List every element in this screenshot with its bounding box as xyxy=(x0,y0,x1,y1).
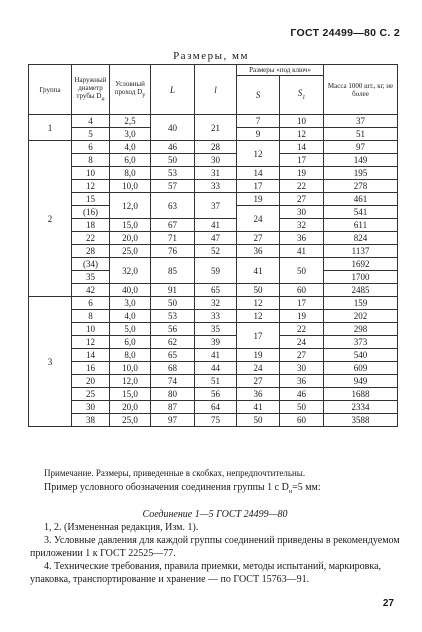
col-L: L xyxy=(151,65,195,115)
table-row: (34) 32,0 85 59 41 50 1692 xyxy=(29,258,398,271)
table-row: 14 8,0 65 41 19 27 540 xyxy=(29,349,398,362)
table-row: 5 3,0 9 12 51 xyxy=(29,128,398,141)
table-caption: Размеры, мм xyxy=(173,50,249,62)
table-row: 22 20,0 71 47 27 36 824 xyxy=(29,232,398,245)
table-row: 38 25,0 97 75 50 60 3588 xyxy=(29,414,398,427)
page-number: 27 xyxy=(382,598,394,609)
table-row: 10 5,0 56 35 17 22 298 xyxy=(29,323,398,336)
amendment-line: 1, 2. (Измененная редакция, Изм. 1). xyxy=(44,522,199,533)
item-3-paragraph: 3. Условные давления для каждой группы соединений приведены в рекомендуемом приложении 1 к ГОСТ 22525—77. xyxy=(30,535,400,559)
table-row: 30 20,0 87 64 41 50 2334 xyxy=(29,401,398,414)
col-l: l xyxy=(195,65,237,115)
table-row: 25 15,0 80 56 36 46 1688 xyxy=(29,388,398,401)
example-paragraph: Пример условного обозначения соединения группы 1 с $D_н=5$ мм: xyxy=(44,482,321,495)
col-S: S xyxy=(237,76,280,115)
table-row: 18 15,0 67 41 32 611 xyxy=(29,219,398,232)
table-row: 10 8,0 53 31 14 19 195 xyxy=(29,167,398,180)
col-mass: Масса 1000 шт., кг, не более xyxy=(324,65,398,115)
col-S1: $S_1$ xyxy=(280,76,324,115)
col-group: Группа xyxy=(29,65,72,115)
table-row: 2 6 4,0 46 28 12 14 97 xyxy=(29,141,398,154)
page-header: ГОСТ 24499—80 С. 2 xyxy=(290,27,400,39)
table-row: 35 1700 xyxy=(29,271,398,284)
table-row: (16) 24 30 541 xyxy=(29,206,398,219)
col-cond-pass: Условный проход Dу xyxy=(110,65,151,115)
example-formula: Соединение 1—5 ГОСТ 24499—80 xyxy=(142,509,288,520)
note-paragraph: Примечание. Размеры, приведенные в скобках, непредпочтительны. xyxy=(44,468,306,478)
table-row: 1 4 2,5 40 21 7 10 37 xyxy=(29,115,398,128)
table-row: 12 6,0 62 39 24 373 xyxy=(29,336,398,349)
item-4-paragraph: 4. Технические требования, правила приемки, методы испытаний, маркировка, упаковка, транспортирование и хранение — по ГОСТ 15763—91. xyxy=(30,561,382,585)
table-row: 16 10,0 68 44 24 30 609 xyxy=(29,362,398,375)
table-row: 28 25,0 76 52 36 41 1137 xyxy=(29,245,398,258)
table-row: 42 40,0 91 65 50 60 2485 xyxy=(29,284,398,297)
dimensions-table xyxy=(28,64,398,427)
table-row: 20 12,0 74 51 27 36 949 xyxy=(29,375,398,388)
col-key-sizes: Размеры «под ключ» xyxy=(237,65,324,76)
table-row: 8 6,0 50 30 17 149 xyxy=(29,154,398,167)
table-row: 12 10,0 57 33 17 22 278 xyxy=(29,180,398,193)
table-row: 3 6 3,0 50 32 12 17 159 xyxy=(29,297,398,310)
col-outer-diam: Наружный диаметр трубы Dн xyxy=(72,65,110,115)
table-row: 15 12,0 63 37 19 27 461 xyxy=(29,193,398,206)
table-row: 8 4,0 53 33 12 19 202 xyxy=(29,310,398,323)
